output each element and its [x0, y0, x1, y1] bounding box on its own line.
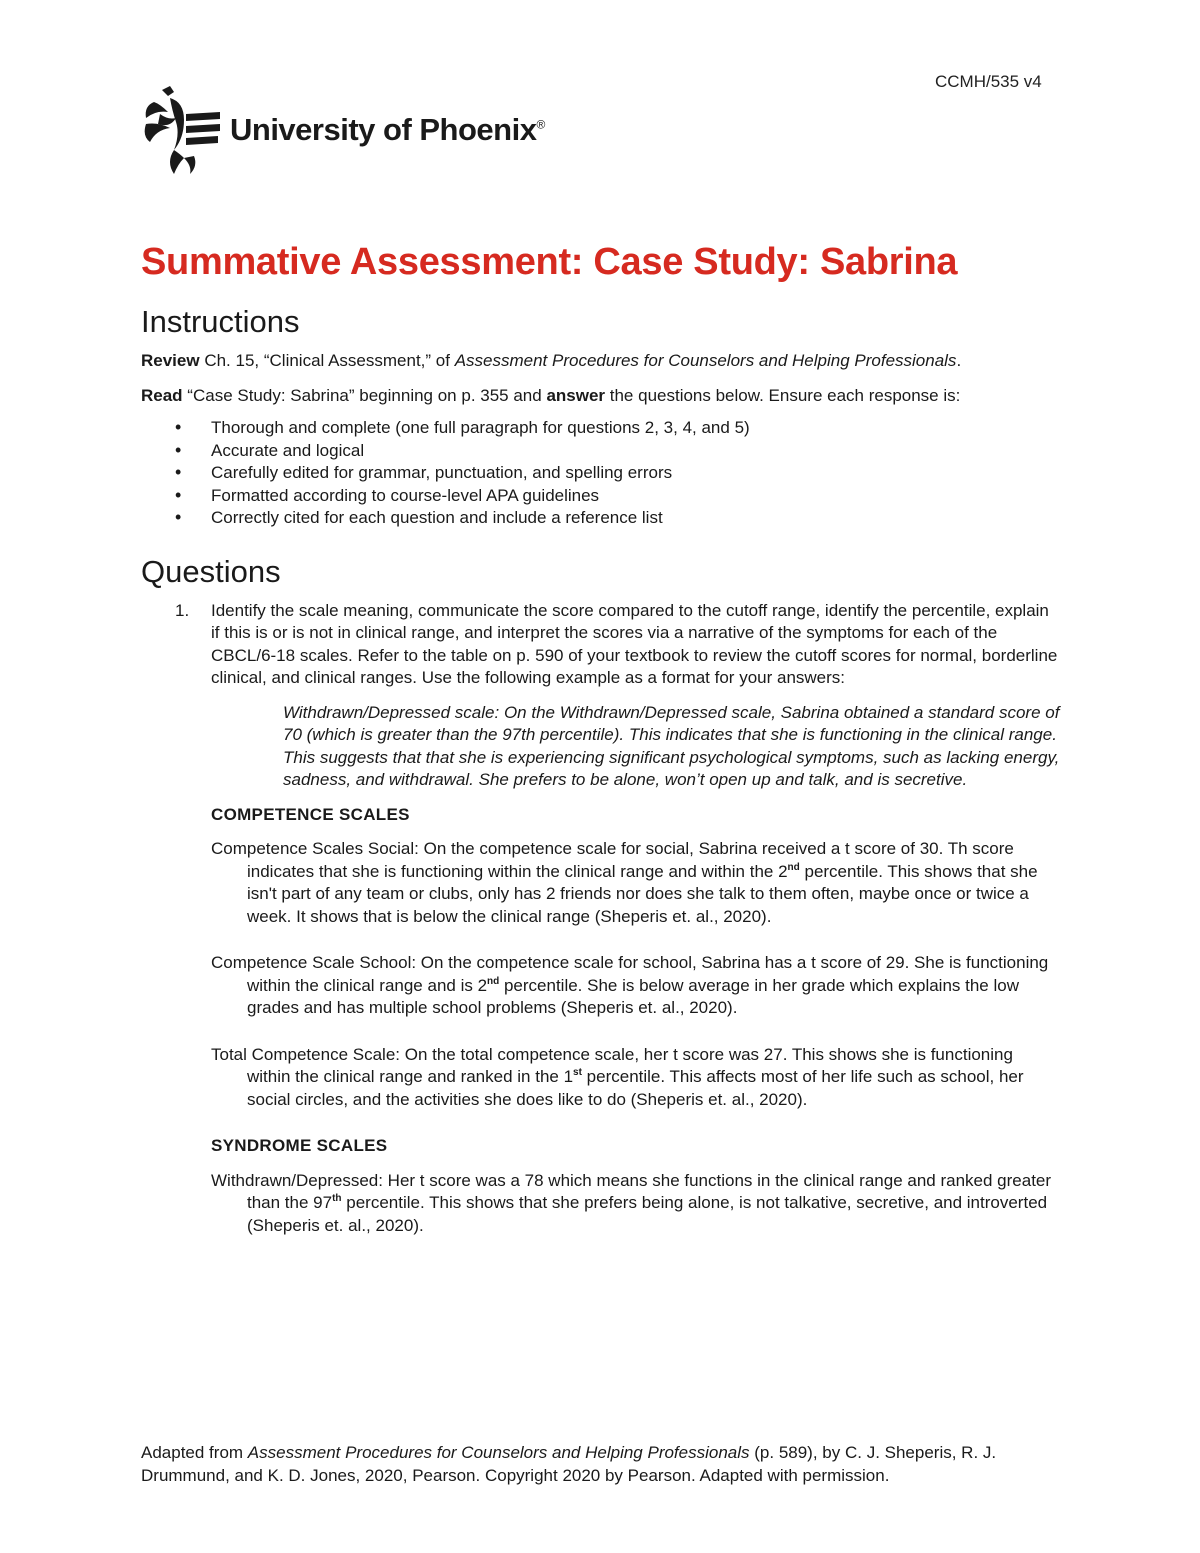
question-1: [141, 600, 1061, 690]
competence-school-answer: Competence Scale School: On the competence scale for school, Sabrina has a t score of 29. She is functioning within the clinical range and is 2nd percentile. She is below average in her grade which explains the low grades and has multiple school problems (Sheperis et. al., 2020).: [211, 953, 1049, 1017]
requirements-list: [141, 417, 1061, 530]
questions-heading: Questions: [141, 553, 281, 589]
footer-citation: Adapted from Assessment Procedures for Counselors and Helping Professionals (p. 589), by C. J. Sheperis, R. J. Drummund, and K. D. Jones, 2020, Pearson. Copyright 2020 by Pearson. Adapted with permission.: [141, 1443, 997, 1485]
page-title: Summative Assessment: Case Study: Sabrina: [141, 241, 958, 283]
question-number: 1.: [175, 600, 190, 620]
list-item: • Correctly cited for each question and include a reference list: [141, 507, 1061, 530]
competence-scales-heading: COMPETENCE SCALES: [211, 804, 410, 824]
competence-social-answer: Competence Scales Social: On the competence scale for social, Sabrina received a t score of 30. Th score indicates that she is functioning within the clinical range and within the 2nd percentile. This shows that she isn't part of any team or clubs, only has 2 friends nor does she talk to them often, maybe once or twice a week. It shows that is below the clinical range (Sheperis et. al., 2020).: [211, 839, 1038, 926]
read-paragraph: Read “Case Study: Sabrina” beginning on p. 355 and answer the questions below. Ensure each response is:: [141, 385, 961, 405]
example-answer: Withdrawn/Depressed scale: On the Withdrawn/Depressed scale, Sabrina obtained a standard score of 70 (which is greater than the 97th percentile). This indicates that she is functioning in the clinical range. This suggests that that she is experiencing significant psychological symptoms, such as lacking energy, sadness, and withdrawal. She prefers to be alone, won’t open up and talk, and is secretive.: [283, 702, 1060, 789]
list-item: • Formatted according to course-level APA guidelines: [141, 485, 1061, 508]
document-body: [141, 236, 1061, 1237]
logo-wordmark: University of Phoenix®: [230, 112, 545, 147]
syndrome-scales-heading: SYNDROME SCALES: [211, 1136, 388, 1155]
list-item: • Thorough and complete (one full paragraph for questions 2, 3, 4, and 5): [141, 417, 1061, 440]
instructions-heading: Instructions: [141, 304, 300, 339]
phoenix-bird-icon: [140, 84, 222, 176]
withdrawn-depressed-answer: Withdrawn/Depressed: Her t score was a 78 which means she functions in the clinical range and ranked greater than the 97th percentile. This shows that she prefers being alone, is not talkative, secretive, and introverted (Sheperis et. al., 2020).: [211, 1170, 1052, 1235]
course-code: CCMH/535 v4: [935, 72, 1042, 91]
university-logo: [140, 84, 545, 176]
list-item: • Carefully edited for grammar, punctuation, and spelling errors: [141, 462, 1061, 485]
review-paragraph: Review Ch. 15, “Clinical Assessment,” of Assessment Procedures for Counselors and Helping Professionals.: [141, 351, 962, 370]
total-competence-answer: Total Competence Scale: On the total competence scale, her t score was 27. This shows she is functioning within the clinical range and ranked in the 1st percentile. This affects most of her life such as school, her social circles, and the activities she does like to do (Sheperis et. al., 2020).: [211, 1044, 1024, 1109]
question-text: Identify the scale meaning, communicate the score compared to the cutoff range, identify the percentile, explain if this is or is not in clinical range, and interpret the scores via a narrative of the symptoms for each of the CBCL/6-18 scales. Refer to the table on p. 590 of your textbook to review the cutoff scores for normal, borderline clinical, and clinical ranges. Use the following example as a format for your answers:: [211, 600, 1058, 687]
list-item: • Accurate and logical: [141, 440, 1061, 463]
